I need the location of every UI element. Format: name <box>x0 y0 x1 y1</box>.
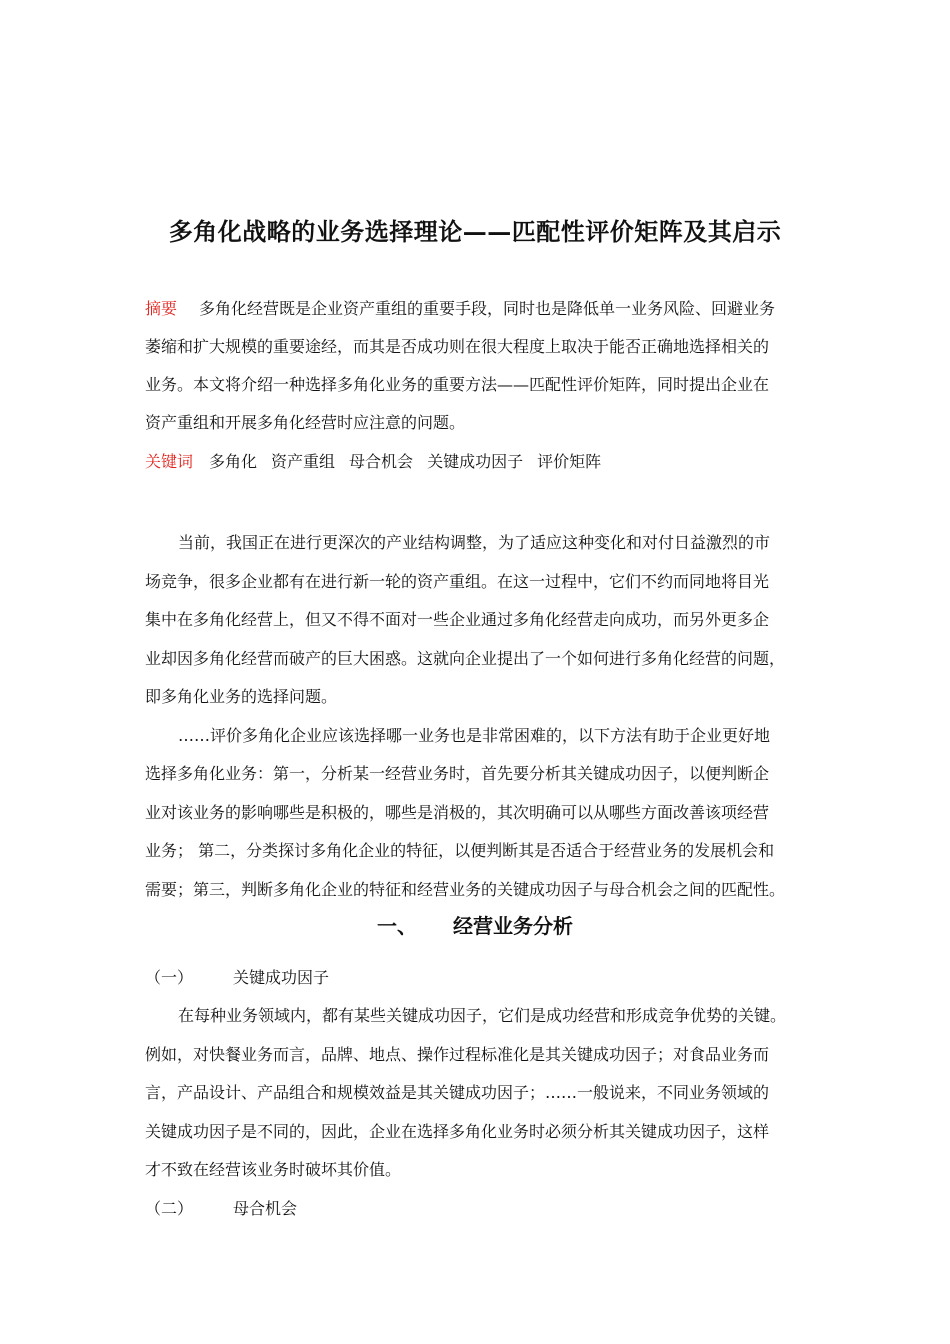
keyword: 关键成功因子 <box>427 452 524 471</box>
abstract-line-1: 摘要 多角化经营既是企业资产重组的重要手段，同时也是降低单一业务风险、回避业务 <box>145 299 776 318</box>
intro-p2-line: 业务； 第二，分类探讨多角化企业的特征，以便判断其是否适合于经营业务的发展机会和 <box>145 841 775 860</box>
intro-p1-line: 业却因多角化经营而破产的巨大困惑。这就向企业提出了一个如何进行多角化经营的问题， <box>145 648 786 668</box>
page-title: 多角化战略的业务选择理论——匹配性评价矩阵及其启示 <box>168 217 782 246</box>
section-line: 例如，对快餐业务而言，品牌、地点、操作过程标准化是其关键成功因子；对食品业务而 <box>145 1044 770 1064</box>
subsection-heading-1 <box>145 965 329 988</box>
section-number: 一、 <box>377 914 417 938</box>
keyword: 母合机会 <box>349 452 414 471</box>
keywords <box>145 444 615 480</box>
section-line: 才不致在经营该业务时破坏其价值。 <box>145 1160 402 1179</box>
intro-p2-line: 业对该业务的影响哪些是积极的，哪些是消极的，其次明确可以从哪些方面改善该项经营 <box>145 802 770 822</box>
intro-p2-line: ……评价多角化企业应该选择哪一业务也是非常困难的，以下方法有助于企业更好地 <box>178 725 771 745</box>
section-line: 言，产品设计、产品组合和规模效益是其关键成功因子；……一般说来，不同业务领域的 <box>145 1083 770 1102</box>
subsection-title: 母合机会 <box>233 1199 298 1218</box>
section-heading <box>0 910 950 939</box>
subsection-heading-2 <box>145 1196 297 1219</box>
subsection-number: （一） <box>145 968 194 987</box>
keyword: 评价矩阵 <box>537 452 602 471</box>
abstract-label: 摘要 <box>145 299 178 318</box>
keyword: 多角化 <box>209 452 258 471</box>
abstract-line-2: 萎缩和扩大规模的重要途经，而其是否成功则在很大程度上取决于能否正确地选择相关的 <box>145 337 770 356</box>
section-body <box>145 997 825 1190</box>
abstract <box>145 290 825 442</box>
keywords-label: 关键词 <box>145 452 194 471</box>
intro-p1-line: 即多角化业务的选择问题。 <box>145 687 338 706</box>
keyword: 资产重组 <box>271 452 336 471</box>
abstract-line-3: 业务。本文将介绍一种选择多角化业务的重要方法——匹配性评价矩阵，同时提出企业在 <box>145 375 770 394</box>
section-line: 在每种业务领域内，都有某些关键成功因子，它们是成功经营和形成竞争优势的关键。 <box>178 1006 787 1025</box>
intro-p1-line: 场竞争，很多企业都有在进行新一轮的资产重组。在这一过程中，它们不约而同地将目光 <box>145 571 770 591</box>
section-line: 关键成功因子是不同的，因此，企业在选择多角化业务时必须分析其关键成功因子，这样 <box>145 1121 770 1141</box>
intro-p1-line: 集中在多角化经营上，但又不得不面对一些企业通过多角化经营走向成功，而另外更多企 <box>145 610 770 629</box>
abstract-line-4: 资产重组和开展多角化经营时应注意的问题。 <box>145 413 466 432</box>
subsection-title: 关键成功因子 <box>233 968 330 987</box>
intro-body <box>145 524 825 909</box>
intro-p1-line: 当前，我国正在进行更深次的产业结构调整，为了适应这种变化和对付日益激烈的市 <box>178 533 771 552</box>
intro-p2-line: 需要；第三，判断多角化企业的特征和经营业务的关键成功因子与母合机会之间的匹配性。 <box>145 879 786 899</box>
subsection-number: （二） <box>145 1199 194 1218</box>
section-title: 经营业务分析 <box>453 914 573 938</box>
intro-p2-line: 选择多角化业务：第一，分析某一经营业务时，首先要分析其关键成功因子，以便判断企 <box>145 764 770 783</box>
